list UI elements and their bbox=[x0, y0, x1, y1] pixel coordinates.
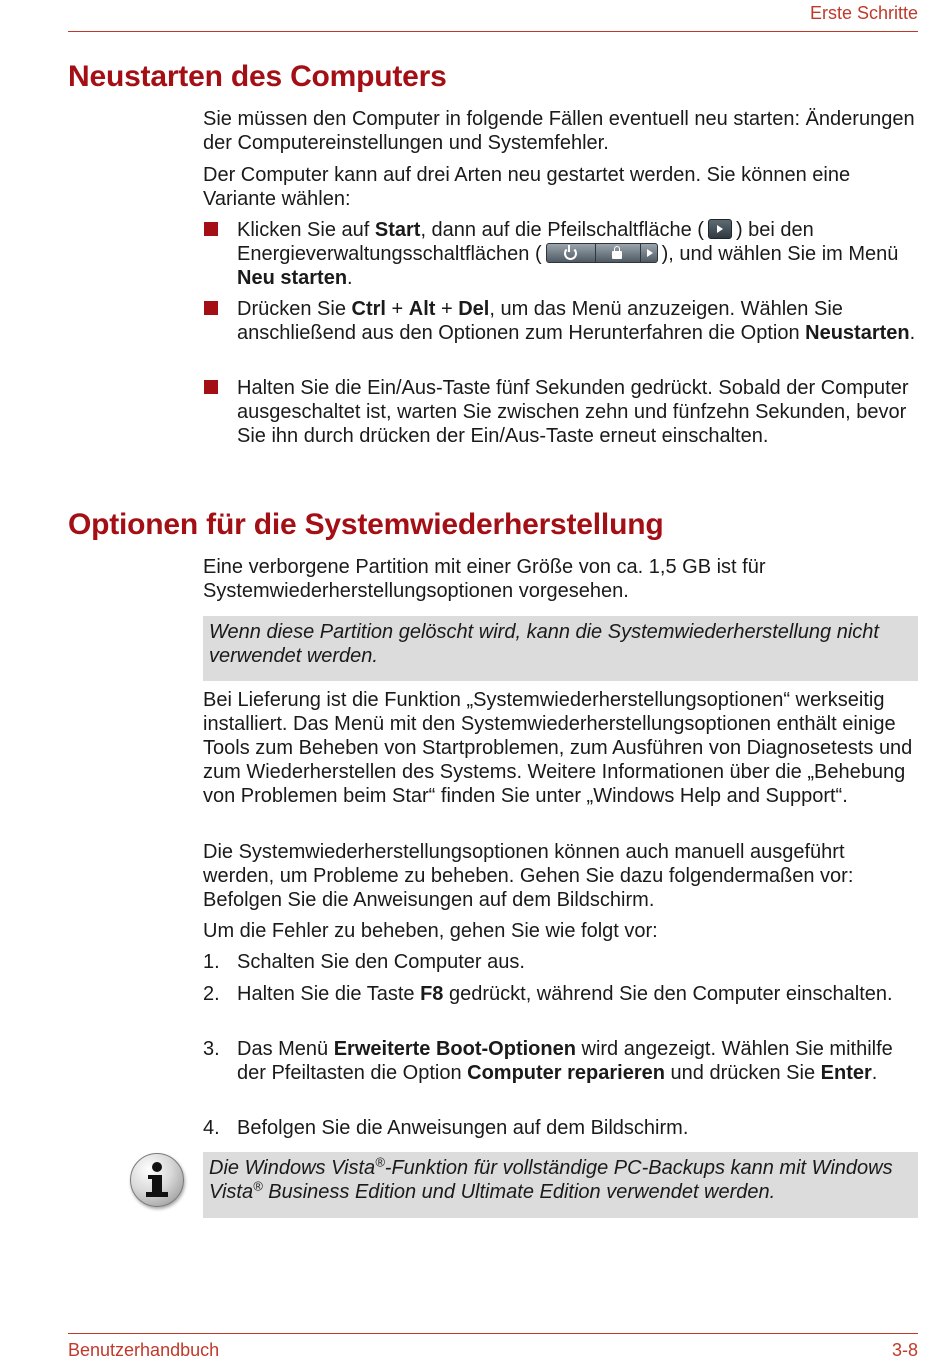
bullet-power-button: Halten Sie die Ein/Aus-Taste fünf Sekunden gedrückt. Sobald der Computer ausgeschaltet ist, warten Sie zwischen zehn und fünfzehn Sekunden, bevor Sie ihn durch drücken der Ein/Aus-Taste erneut einschalten. bbox=[237, 377, 909, 447]
restart-intro-1: Sie müssen den Computer in folgende Fällen eventuell neu starten: Änderungen der Computereinstellungen und Systemfehler. bbox=[203, 108, 915, 154]
bullet-marker bbox=[204, 301, 218, 315]
footer-page-number: 3-8 bbox=[891, 1340, 918, 1360]
note-text: Wenn diese Partition gelöscht wird, kann die Systemwiederherstellung nicht verwendet werden. bbox=[209, 621, 879, 667]
step-4: Befolgen Sie die Anweisungen auf dem Bildschirm. bbox=[237, 1117, 689, 1139]
step-number: 3. bbox=[203, 1038, 220, 1060]
header-rule bbox=[68, 31, 918, 32]
info-note-box bbox=[203, 1152, 918, 1218]
arrow-button-icon bbox=[708, 219, 732, 239]
restart-intro-2: Der Computer kann auf drei Arten neu gestartet werden. Sie können eine Variante wählen: bbox=[203, 164, 851, 210]
step-1: Schalten Sie den Computer aus. bbox=[237, 951, 525, 973]
step-number: 2. bbox=[203, 983, 220, 1005]
recovery-paragraph-2: Die Systemwiederherstellungsoptionen können auch manuell ausgeführt werden, um Probleme zu beheben. Gehen Sie dazu folgendermaßen vor: Befolgen Sie die Anweisungen auf dem Bildschirm. bbox=[203, 841, 854, 911]
recovery-paragraph-1: Bei Lieferung ist die Funktion „Systemwiederherstellungsoptionen“ werkseitig installiert. Das Menü mit den Systemwiederherstellungsoptionen enthält einige Tools zum Beheben von Startproblemen, zum Ausführen von Diagnosetests und zum Wiederherstellen des Systems. Weitere Informationen über die „Behebung von Problemen beim Star“ finden Sie unter „Windows Help and Support“. bbox=[203, 689, 913, 807]
footer-rule bbox=[68, 1333, 918, 1334]
info-icon bbox=[130, 1153, 184, 1207]
section-title-restart: Neustarten des Computers bbox=[68, 60, 447, 93]
step-2: Halten Sie die Taste F8 gedrückt, während Sie den Computer einschalten. bbox=[237, 983, 893, 1005]
bullet-start-menu: Klicken Sie auf Start, dann auf die Pfeilschaltfläche ( ) bei den Energieverwaltungsschaltflächen ( ), und wählen Sie im Menü Neu starten. bbox=[237, 219, 899, 289]
step-3: Das Menü Erweiterte Boot-Optionen wird angezeigt. Wählen Sie mithilfe der Pfeiltasten die Option Computer reparieren und drücken Sie Enter. bbox=[237, 1038, 893, 1084]
step-number: 4. bbox=[203, 1117, 220, 1139]
info-note-text: Die Windows Vista®-Funktion für vollständige PC-Backups kann mit Windows Vista® Business Edition und Ultimate Edition verwendet werden. bbox=[209, 1154, 893, 1203]
bullet-ctrl-alt-del: Drücken Sie Ctrl + Alt + Del, um das Menü anzuzeigen. Wählen Sie anschließend aus den Optionen zum Herunterfahren die Option Neustarten. bbox=[237, 298, 916, 344]
header-section-title: Erste Schritte bbox=[809, 3, 918, 23]
recovery-intro: Eine verborgene Partition mit einer Größe von ca. 1,5 GB ist für Systemwiederherstellungsoptionen vorgesehen. bbox=[203, 556, 766, 602]
section-title-recovery: Optionen für die Systemwiederherstellung bbox=[68, 508, 664, 541]
bullet-marker bbox=[204, 222, 218, 236]
recovery-paragraph-3: Um die Fehler zu beheben, gehen Sie wie folgt vor: bbox=[203, 920, 658, 942]
power-buttons-icon bbox=[546, 243, 658, 263]
step-number: 1. bbox=[203, 951, 220, 973]
note-box bbox=[203, 616, 918, 681]
bullet-marker bbox=[204, 380, 218, 394]
footer-manual-title: Benutzerhandbuch bbox=[68, 1340, 220, 1360]
